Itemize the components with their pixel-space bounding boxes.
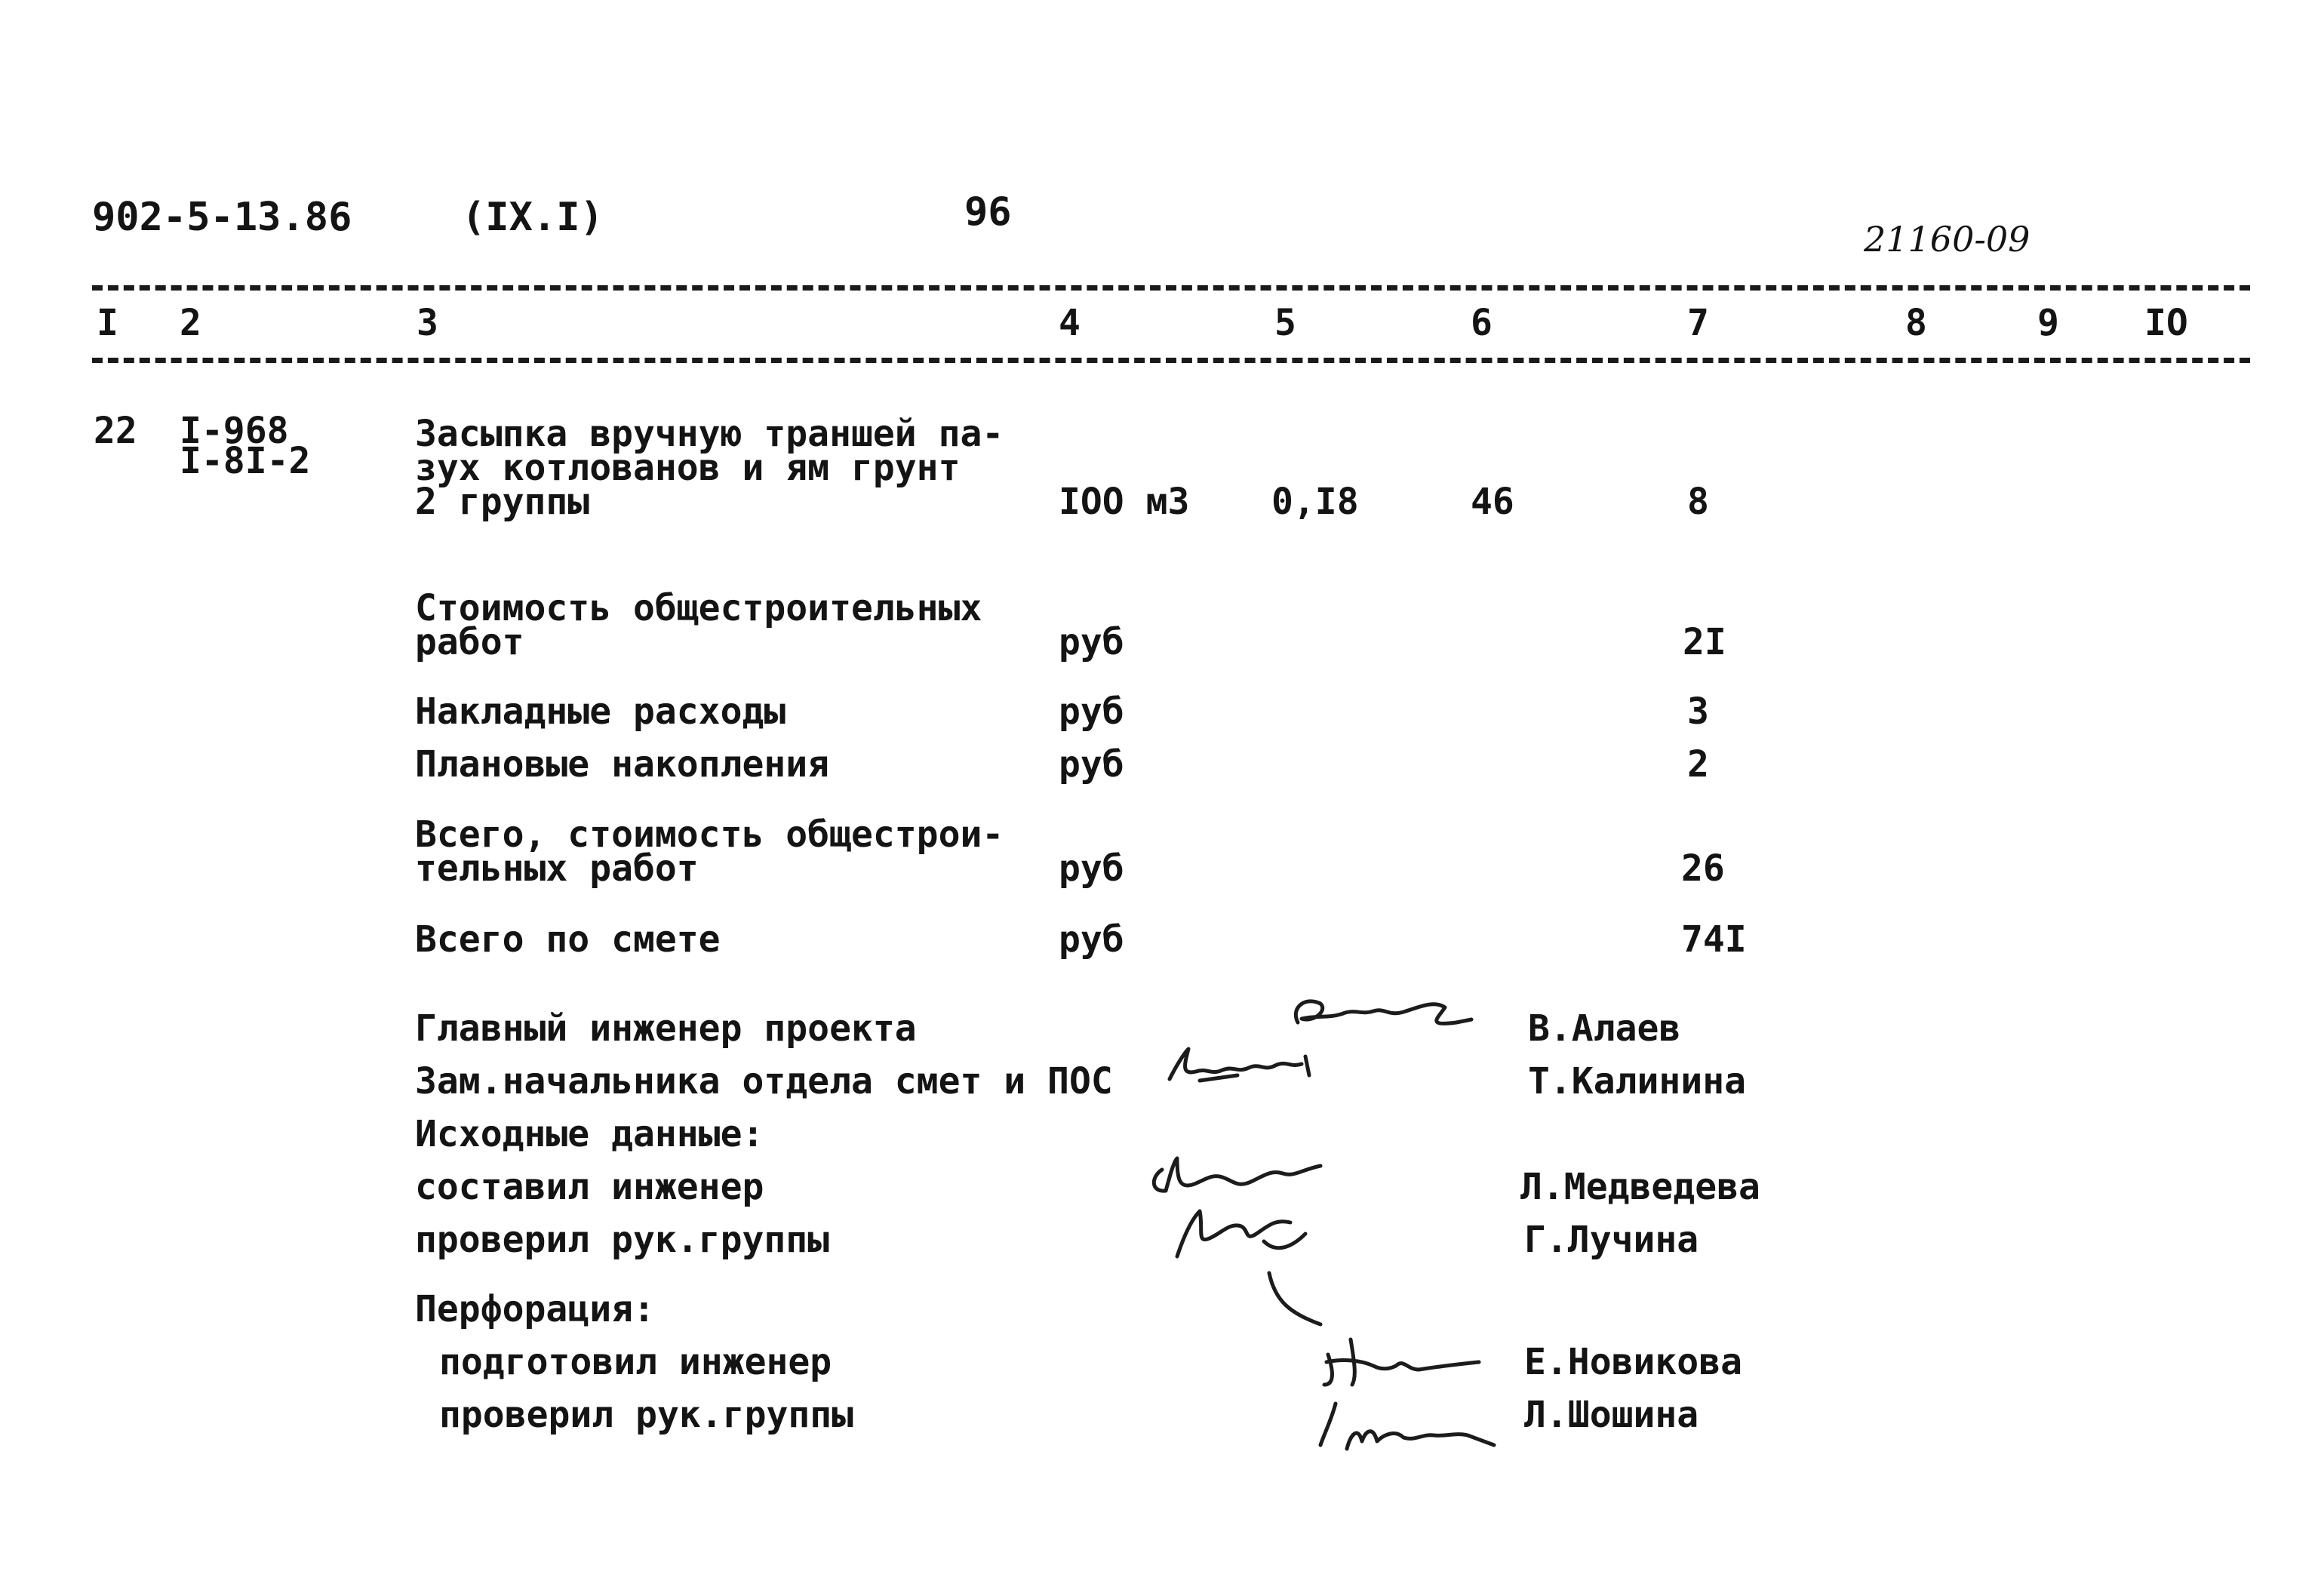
summary-unit: руб [1059,847,1124,890]
signatory-name: Т.Калинина [1528,1060,1746,1102]
column-header: 2 [180,302,201,344]
document-code: 902-5-13.86 [92,195,352,240]
signatory-role: подготовил инженер [439,1341,832,1383]
signatory-role: Зам.начальника отдела смет и ПОС [415,1060,1113,1102]
handwritten-reference: 21160-09 [1864,219,2031,260]
signatory-name: Л.Шошина [1524,1394,1699,1436]
signatory-role: проверил рук.группы [439,1394,854,1436]
column-header: 3 [417,302,438,344]
summary-label: работ [415,621,524,663]
signature-checked-2 [1313,1388,1509,1464]
column-header: IO [2144,302,2188,344]
column-header: 4 [1059,302,1081,344]
summary-unit: руб [1059,621,1124,663]
signatory-role: Главный инженер проекта [415,1007,917,1050]
column-header: 9 [2037,302,2059,344]
section-label: (IX.I) [462,195,604,240]
summary-value: 2I [1683,621,1726,663]
column-header: 8 [1905,302,1927,344]
signatory-role: проверил рук.группы [415,1219,830,1261]
summary-label: Накладные расходы [415,690,786,733]
row-total: 8 [1687,481,1709,523]
section-heading: Перфорация: [415,1288,655,1330]
column-header: I [97,302,118,344]
summary-value: 74I [1681,918,1747,961]
section-heading: Исходные данные: [415,1113,764,1155]
summary-label: Стоимость общестроительных [415,587,982,629]
summary-label: Плановые накопления [415,743,830,786]
row-number: 22 [94,410,137,452]
page-number: 96 [964,189,1012,235]
row-quantity: 0,I8 [1271,481,1359,523]
signature-deputy-head [1154,1034,1336,1094]
row-description-line: зух котлованов и ям грунт [415,447,961,489]
summary-value: 3 [1687,690,1709,733]
bottom-dashed-rule [92,358,2250,363]
signatory-name: Л.Медведева [1520,1166,1760,1208]
signature-prepared [1268,1272,1486,1400]
signatory-name: Е.Новикова [1524,1341,1742,1383]
summary-unit: руб [1059,690,1124,733]
summary-label: тельных работ [415,847,699,890]
summary-value: 2 [1687,743,1709,786]
column-header: 6 [1471,302,1493,344]
summary-label: Всего, стоимость общестрои- [415,813,1004,856]
row-unit: IOO м3 [1059,481,1190,523]
row-description-line: 2 группы [415,481,590,523]
signatory-name: Г.Лучина [1524,1219,1699,1261]
signatory-name: В.Алаев [1528,1007,1681,1050]
top-dashed-rule [92,285,2250,291]
row-code: I-968 [180,410,289,452]
summary-value: 26 [1681,847,1725,890]
row-code: I-8I-2 [180,440,311,482]
row-unit-price: 46 [1471,481,1514,523]
row-description-line: Засыпка вручную траншей па- [415,413,1004,455]
signatory-role: составил инженер [415,1166,764,1208]
summary-unit: руб [1059,743,1124,786]
summary-label: Всего по смете [415,918,721,961]
summary-unit: руб [1059,918,1124,961]
column-header: 7 [1687,302,1709,344]
column-header: 5 [1274,302,1296,344]
signature-checked [1158,1196,1332,1272]
